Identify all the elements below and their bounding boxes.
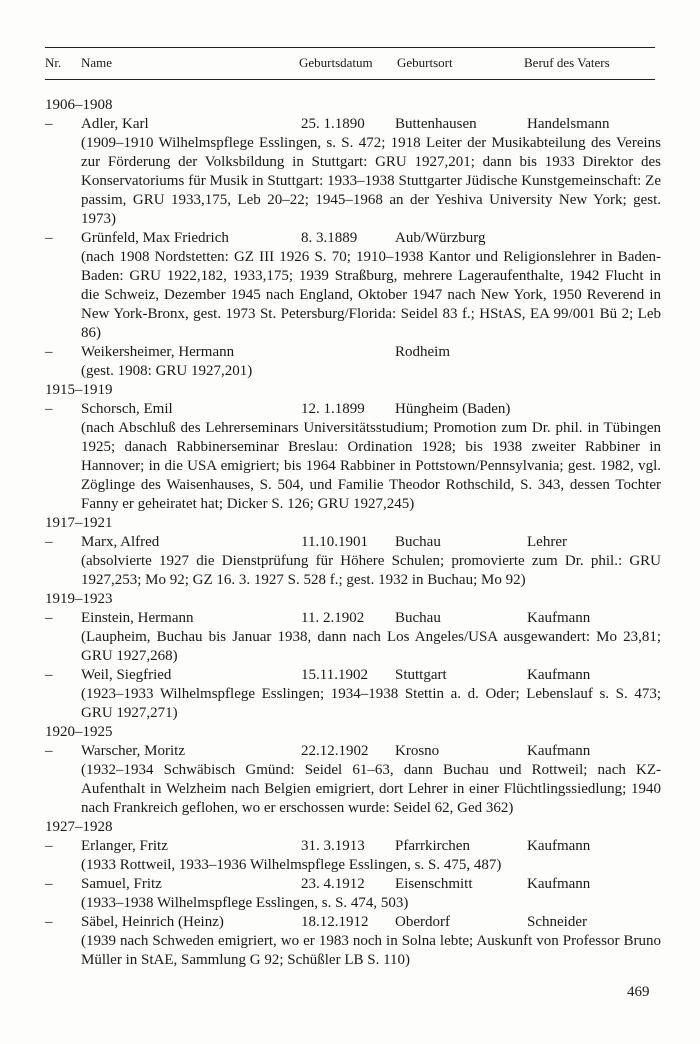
entry-birth-date: 31. 3.1913 xyxy=(301,838,365,854)
entry-name: Grünfeld, Max Friedrich xyxy=(81,230,229,246)
entry-description: (1923–1933 Wilhelmspflege Esslingen; 1934–1938 Stettin a. d. Oder; Lebenslauf s. S. 473; GRU 1927,271) xyxy=(81,686,661,721)
entry-description: (nach 1908 Nordstetten: GZ III 1926 S. 70; 1910–1938 Kantor und Religionslehrer in Baden-Baden: GRU 1922,182, 1933,175; 1939 Straßburg, mehrere Lageraufenthalte, 1942 Flucht in die Schweiz, Dezember 1945 nach England, Oktober 1947 nach New York, 1950 Reverend in New York-Bronx, gest. 1973 St. Petersburg/Florida: Seidel 83 f.; HStAS, EA 99/001 Bü 2; Leb 86) xyxy=(81,249,661,341)
entry-description: (1909–1910 Wilhelmspflege Esslingen, s. S. 472; 1918 Leiter der Musikabteilung des Vereins zur Förderung der Volksbildung in Stuttgart: GRU 1927,201; dann bis 1933 Direktor des Konservatoriums für Musik in Stuttgart: 1933–1938 Stuttgarter Jüdische Kunstgemeinschaft: Ze passim, GRU 1933,175, Leb 20–22; 1945–1968 an der Yeshiva University New York; gest. 1973) xyxy=(81,135,661,227)
entry-birth-place: Buttenhausen xyxy=(395,116,477,132)
period-label: 1917–1921 xyxy=(45,515,113,531)
entry-birth-place: Eisenschmitt xyxy=(395,876,473,892)
entry-dash: – xyxy=(45,344,53,360)
entry-name: Marx, Alfred xyxy=(81,534,160,550)
header-birth-place: Geburtsort xyxy=(397,55,453,70)
entry-father-profession: Kaufmann xyxy=(527,610,591,626)
entry-header-row xyxy=(45,609,661,628)
entry-birth-date: 22.12.1902 xyxy=(301,743,369,759)
entry-birth-place: Buchau xyxy=(395,534,441,550)
entry-description: (Laupheim, Buchau bis Januar 1938, dann nach Los Angeles/USA ausgewandert: Mo 23,81; GRU 1927,268) xyxy=(81,629,661,664)
entry-dash: – xyxy=(45,743,53,759)
entry-birth-place: Oberdorf xyxy=(395,914,450,930)
column-header xyxy=(45,55,655,73)
entry-dash: – xyxy=(45,401,53,417)
header-bottom-rule xyxy=(45,79,655,80)
register-entry xyxy=(45,229,661,343)
header-nr: Nr. xyxy=(45,55,62,70)
register-entry xyxy=(45,875,661,913)
register-content xyxy=(45,96,661,970)
header-father-profession: Beruf des Vaters xyxy=(524,55,610,70)
entry-header-row xyxy=(45,533,661,552)
entry-description: (1932–1934 Schwäbisch Gmünd: Seidel 61–63, dann Buchau und Rottweil; nach KZ-Aufenthalt in Welzheim nach Belgien emigriert, dort Lehrer in einer Flüchtlingssiedlung; 1940 nach Frankreich geflohen, wo er erschossen wurde: Seidel 62, Ged 362) xyxy=(81,762,661,816)
entry-father-profession: Handelsmann xyxy=(527,116,610,132)
entry-dash: – xyxy=(45,116,53,132)
entry-name: Säbel, Heinrich (Heinz) xyxy=(81,914,224,930)
entry-birth-place: Rodheim xyxy=(395,344,450,360)
register-entry xyxy=(45,533,661,590)
entry-birth-place: Stuttgart xyxy=(395,667,447,683)
entry-header-row xyxy=(45,666,661,685)
entry-dash: – xyxy=(45,230,53,246)
period-label: 1920–1925 xyxy=(45,724,113,740)
entry-birth-date: 15.11.1902 xyxy=(301,667,368,683)
entry-father-profession: Kaufmann xyxy=(527,743,591,759)
entry-birth-place: Pfarrkirchen xyxy=(395,838,470,854)
entry-birth-date: 23. 4.1912 xyxy=(301,876,365,892)
entry-father-profession: Kaufmann xyxy=(527,838,591,854)
entry-description: (gest. 1908: GRU 1927,201) xyxy=(81,363,253,379)
entry-birth-date: 11. 2.1902 xyxy=(301,610,365,626)
entry-dash: – xyxy=(45,534,53,550)
entry-birth-place: Buchau xyxy=(395,610,441,626)
entry-header-row xyxy=(45,115,661,134)
page-number: 469 xyxy=(627,984,650,1000)
entry-name: Einstein, Hermann xyxy=(81,610,194,626)
entry-name: Weil, Siegfried xyxy=(81,667,172,683)
entry-header-row xyxy=(45,875,661,894)
entry-header-row xyxy=(45,229,661,248)
header-birth-date: Geburtsdatum xyxy=(299,55,373,70)
header-name: Name xyxy=(81,55,113,70)
entry-dash: – xyxy=(45,838,53,854)
entry-header-row xyxy=(45,913,661,932)
entry-name: Samuel, Fritz xyxy=(81,876,162,892)
entry-header-row xyxy=(45,742,661,761)
entry-father-profession: Kaufmann xyxy=(527,667,591,683)
entry-birth-date: 8. 3.1889 xyxy=(301,230,358,246)
period-label: 1919–1923 xyxy=(45,591,113,607)
entry-father-profession: Kaufmann xyxy=(527,876,591,892)
entry-birth-date: 12. 1.1899 xyxy=(301,401,365,417)
entry-header-row xyxy=(45,400,661,419)
entry-dash: – xyxy=(45,914,53,930)
period-label: 1906–1908 xyxy=(45,97,113,113)
entry-description: (1933 Rottweil, 1933–1936 Wilhelmspflege Esslingen, s. S. 475, 487) xyxy=(81,857,502,873)
entry-header-row xyxy=(45,837,661,856)
entry-birth-date: 25. 1.1890 xyxy=(301,116,365,132)
entry-dash: – xyxy=(45,876,53,892)
register-entry xyxy=(45,742,661,818)
entry-name: Erlanger, Fritz xyxy=(81,838,168,854)
entry-father-profession: Schneider xyxy=(527,914,587,930)
register-entry xyxy=(45,913,661,970)
register-entry xyxy=(45,115,661,229)
entry-name: Warscher, Moritz xyxy=(81,743,185,759)
entry-birth-place: Krosno xyxy=(395,743,440,759)
register-entry xyxy=(45,837,661,875)
entry-birth-place: Hüngheim (Baden) xyxy=(395,401,511,417)
period-label: 1927–1928 xyxy=(45,819,113,835)
entry-birth-date: 11.10.1901 xyxy=(301,534,368,550)
register-entry xyxy=(45,343,661,381)
entry-description: (absolvierte 1927 die Dienstprüfung für Höhere Schulen; promovierte zum Dr. phil.: GRU 1927,253; Mo 92; GZ 16. 3. 1927 S. 528 f.; gest. 1932 in Buchau; Mo 92) xyxy=(81,553,661,588)
entry-description: (nach Abschluß des Lehrerseminars Universitätsstudium; Promotion zum Dr. phil. in Tübingen 1925; danach Rabbinerseminar Breslau: Ordination 1928; bis 1938 zweiter Rabbiner in Hannover; in die USA emigriert; bis 1964 Rabbiner in Pottstown/Pennsylvania; gest. 1982, vgl. Zöglinge des Waisenhauses, S. 504, und Familie Theodor Rothschild, S. 343, dessen Tochter Fanny er geheiratet hat; Dicker S. 126; GRU 1927,245) xyxy=(81,420,661,512)
entry-birth-place: Aub/Würzburg xyxy=(395,230,486,246)
entry-description: (1933–1938 Wilhelmspflege Esslingen, s. S. 474, 503) xyxy=(81,895,409,911)
entry-dash: – xyxy=(45,610,53,626)
entry-father-profession: Lehrer xyxy=(527,534,567,550)
entry-description: (1939 nach Schweden emigriert, wo er 1983 noch in Solna lebte; Auskunft von Professor Bruno Müller in StAE, Sammlung G 92; Schüßler LB S. 110) xyxy=(81,933,661,968)
register-entry xyxy=(45,666,661,723)
entry-birth-date: 18.12.1912 xyxy=(301,914,369,930)
header-top-rule xyxy=(45,47,655,48)
entry-header-row xyxy=(45,343,661,362)
register-entry xyxy=(45,400,661,514)
entry-name: Adler, Karl xyxy=(81,116,149,132)
entry-name: Weikersheimer, Hermann xyxy=(81,344,235,360)
period-label: 1915–1919 xyxy=(45,382,113,398)
register-entry xyxy=(45,609,661,666)
entry-dash: – xyxy=(45,667,53,683)
entry-name: Schorsch, Emil xyxy=(81,401,173,417)
